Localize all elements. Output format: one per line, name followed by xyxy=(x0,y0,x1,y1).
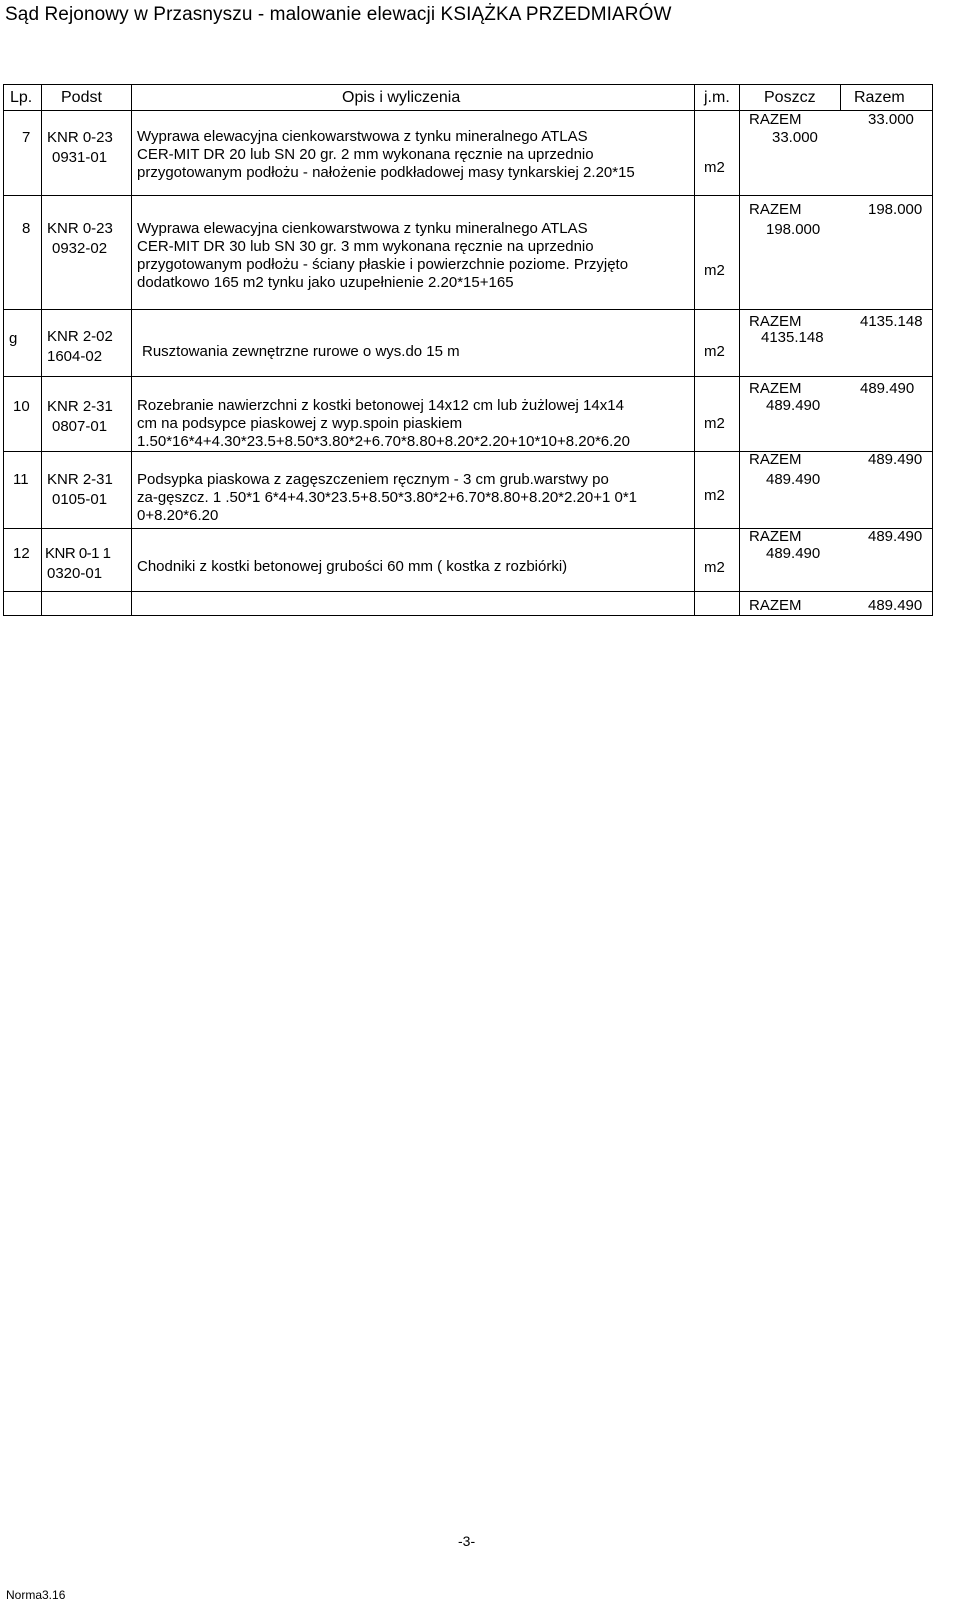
row-podst-number: 0105-01 xyxy=(52,491,108,508)
row-description xyxy=(137,471,637,525)
row-divider xyxy=(4,591,932,592)
row-podst-code: KNR 2-02 xyxy=(47,328,113,345)
row-description xyxy=(137,558,567,576)
row-divider xyxy=(4,195,932,196)
column-divider xyxy=(694,85,695,615)
razem-value: 489.490 xyxy=(868,451,923,468)
cost-table xyxy=(3,84,933,616)
razem-label: RAZEM xyxy=(749,597,802,614)
description-line: dodatkowo 165 m2 tynku jako uzupełnienie 2.20*15+165 xyxy=(137,274,514,291)
row-lp: 11 xyxy=(13,471,29,488)
row-jm: m2 xyxy=(704,487,725,504)
row-podst-code: KNR 2-31 xyxy=(47,398,113,415)
page-number: -3- xyxy=(458,1533,476,1549)
description-line: 0+8.20*6.20 xyxy=(137,507,219,524)
row-jm: m2 xyxy=(704,262,725,279)
row-podst-number: 0932-02 xyxy=(52,240,108,257)
description-line: przygotowanym podłożu - ściany płaskie i powierzchnie poziome. Przyjęto xyxy=(137,256,629,273)
header-opis: Opis i wyliczenia xyxy=(342,89,461,106)
razem-value: 4135.148 xyxy=(860,313,923,330)
column-divider xyxy=(840,85,841,111)
row-lp: 7 xyxy=(22,129,31,146)
row-divider xyxy=(4,376,932,377)
row-poszcz: 489.490 xyxy=(766,545,821,562)
razem-value: 198.000 xyxy=(868,201,923,218)
table-header xyxy=(4,85,932,111)
row-jm: m2 xyxy=(704,343,725,360)
razem-value: 489.490 xyxy=(868,528,923,545)
razem-label: RAZEM xyxy=(749,528,802,545)
row-podst-code: KNR 2-31 xyxy=(47,471,113,488)
row-jm: m2 xyxy=(704,159,725,176)
row-poszcz: 489.490 xyxy=(766,397,821,414)
description-line: cm na podsypce piaskowej z wyp.spoin piaskiem xyxy=(137,415,463,432)
row-lp: g xyxy=(9,330,18,347)
row-podst-number: 0931-01 xyxy=(52,149,108,166)
row-poszcz: 4135.148 xyxy=(761,329,824,346)
row-poszcz: 33.000 xyxy=(772,129,818,146)
description-line: Podsypka piaskowa z zagęszczeniem ręcznym - 3 cm grub.warstwy po xyxy=(137,471,609,488)
column-divider xyxy=(131,85,132,615)
row-divider xyxy=(4,309,932,310)
header-podst: Podst xyxy=(61,89,102,106)
header-poszcz: Poszcz xyxy=(764,89,816,106)
header-lp: Lp. xyxy=(10,89,33,106)
razem-label: RAZEM xyxy=(749,313,802,330)
row-lp: 12 xyxy=(13,545,30,562)
razem-label: RAZEM xyxy=(749,380,802,397)
description-line: 1.50*16*4+4.30*23.5+8.50*3.80*2+6.70*8.80+8.20*2.20+10*10+8.20*6.20 xyxy=(137,433,630,450)
razem-label: RAZEM xyxy=(749,451,802,468)
column-divider xyxy=(41,85,42,615)
row-podst-code: KNR 0-23 xyxy=(47,220,113,237)
row-jm: m2 xyxy=(704,559,725,576)
row-description xyxy=(137,220,628,292)
razem-label: RAZEM xyxy=(749,201,802,218)
razem-value: 33.000 xyxy=(868,111,914,128)
norma-version: Norma3.16 xyxy=(6,1588,66,1602)
header-razem: Razem xyxy=(854,89,905,106)
description-line: Wyprawa elewacyjna cienkowarstwowa z tynku mineralnego ATLAS xyxy=(137,220,588,237)
row-podst-code: KNR 0-23 xyxy=(47,129,113,146)
row-podst-number: 0807-01 xyxy=(52,418,108,435)
row-jm: m2 xyxy=(704,415,725,432)
row-lp: 8 xyxy=(22,220,31,237)
row-podst-code: KNR 0-1 1 xyxy=(45,545,111,562)
description-line: przygotowanym podłożu - nałożenie podkładowej masy tynkarskiej 2.20*15 xyxy=(137,164,635,181)
column-divider xyxy=(739,85,740,615)
header-jm: j.m. xyxy=(704,89,730,106)
row-description xyxy=(137,128,635,182)
description-line: CER-MIT DR 20 lub SN 20 gr. 2 mm wykonana ręcznie na uprzednio xyxy=(137,146,594,163)
row-description xyxy=(137,397,630,451)
razem-label: RAZEM xyxy=(749,111,802,128)
document-title: Sąd Rejonowy w Przasnyszu - malowanie elewacji KSIĄŻKA PRZEDMIARÓW xyxy=(5,4,672,25)
razem-value: 489.490 xyxy=(860,380,915,397)
row-poszcz: 489.490 xyxy=(766,471,821,488)
row-poszcz: 198.000 xyxy=(766,221,821,238)
description-line: Rusztowania zewnętrzne rurowe o wys.do 15 m xyxy=(142,343,460,360)
description-line: Chodniki z kostki betonowej grubości 60 mm ( kostka z rozbiórki) xyxy=(137,558,568,575)
description-line: Wyprawa elewacyjna cienkowarstwowa z tynku mineralnego ATLAS xyxy=(137,128,588,145)
row-lp: 10 xyxy=(13,398,30,415)
description-line: za-gęszcz. 1 .50*1 6*4+4.30*23.5+8.50*3.80*2+6.70*8.80+8.20*2.20+1 0*1 xyxy=(137,489,638,506)
description-line: CER-MIT DR 30 lub SN 30 gr. 3 mm wykonana ręcznie na uprzednio xyxy=(137,238,594,255)
razem-value: 489.490 xyxy=(868,597,923,614)
row-description xyxy=(142,343,460,361)
description-line: Rozebranie nawierzchni z kostki betonowej 14x12 cm lub żużlowej 14x14 xyxy=(137,397,624,414)
row-podst-number: 1604-02 xyxy=(47,348,103,365)
row-podst-number: 0320-01 xyxy=(47,565,103,582)
